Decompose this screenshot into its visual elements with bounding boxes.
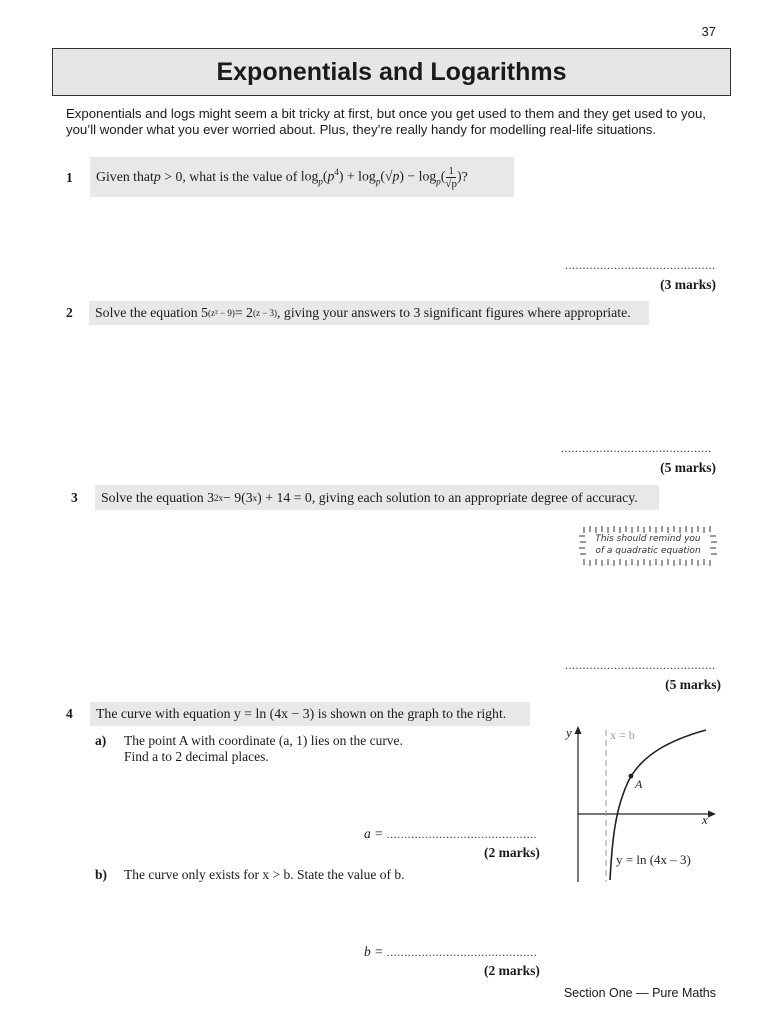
page-title-box [52,48,731,96]
question-4b-text: The curve only exists for x > b. State the value of b. [124,867,405,882]
hint-line-2: of a quadratic equation [595,546,701,556]
hint-line-1: This should remind you [595,534,701,544]
question-4a-line-2: Find a to 2 decimal places. [124,749,269,764]
y-axis-label: y [566,725,572,740]
question-1-marks: (3 marks) [660,277,716,292]
question-1-suffix: ? [461,169,468,184]
question-1-expression: $\log_p(p^4) + \log_p(√p) - \log_p$( $\frac{1}{√p}$ ) [300,164,462,190]
log-curve-graph [560,722,730,887]
intro-paragraph: Exponentials and logs might seem a bit tricky at first, but once you get used to them and they get used to you, you’ll wonder what you ever worried about. Plus, they’re really handy for modelling real-life situations. [66,106,706,137]
question-2-suffix: , giving your answers to 3 significant figures where appropriate. [277,305,631,320]
question-1-answer-line[interactable]: ........................................... [565,258,716,272]
question-3-prefix: Solve the equation 3 [101,489,215,505]
y-axis-arrow-icon [575,726,582,734]
question-3-marks: (5 marks) [665,677,721,692]
question-3-exponent-1: 2x [214,492,224,503]
question-2-exponent-1: (z² − 9) [208,308,235,318]
hint-sticker [578,522,718,570]
question-4a-answer-line[interactable]: ........................................... [386,827,538,841]
question-4a-line-1: The point A with coordinate (a, 1) lies on the curve. [124,733,403,748]
question-3-number: 3 [71,490,78,505]
question-3-mid: − 9(3 [223,489,253,505]
point-a [629,774,634,779]
question-1-prefix: Given that [96,169,154,184]
question-4a-label: a) [95,733,107,748]
question-2-answer-line[interactable]: ........................................... [561,441,712,455]
question-4a-marks: (2 marks) [484,845,540,860]
question-4a-text [124,733,444,765]
question-4a-answer [364,826,537,842]
question-2-prefix: Solve the equation 5 [95,305,209,320]
question-4b-label: b) [95,867,108,882]
question-2-box [89,301,649,325]
question-4b-marks: (2 marks) [484,963,540,978]
question-3-box [95,485,659,510]
question-4a-answer-label: a = [364,826,387,841]
question-2-mid: = 2 [234,305,253,320]
point-a-label: A [635,777,643,791]
fraction-1-over-root-p: $\frac{1}{√p}$ [445,164,457,190]
question-1-number: 1 [66,170,73,185]
question-3-exponent-2: x [252,492,258,503]
question-1-condition: > 0, what is the value of [164,169,301,184]
question-1-box: Given that p > 0, what is the value of $\log_p(p^4) + \log_p(√p) - \log_p$( $\frac{1}{√p}$ ) ? [90,157,514,197]
question-4b-answer-line[interactable]: ........................................... [386,945,538,959]
page-title: Exponentials and Logarithms [216,57,567,86]
footer-section-label: Section One — Pure Maths [563,986,716,1000]
question-4b-answer [364,944,537,960]
question-4-box [90,702,530,726]
question-3-answer-line[interactable]: ........................................... [565,658,716,672]
question-2-number: 2 [66,305,73,320]
question-2-marks: (5 marks) [660,460,716,475]
question-4b-answer-label: b = [364,944,387,959]
asymptote-label: x = b [610,728,635,742]
x-axis-label: x [702,812,708,827]
x-axis-arrow-icon [708,811,716,818]
question-2-exponent-2: (z − 3) [252,308,278,318]
question-4-stem: The curve with equation y = ln (4x − 3) is shown on the graph to the right. [96,706,507,721]
hint-text [590,533,706,557]
question-4-number: 4 [66,706,73,721]
curve-label: y = ln (4x – 3) [616,852,691,867]
page-number: 37 [701,24,716,39]
question-3-suffix: ) + 14 = 0, giving each solution to an appropriate degree of accuracy. [257,489,638,505]
